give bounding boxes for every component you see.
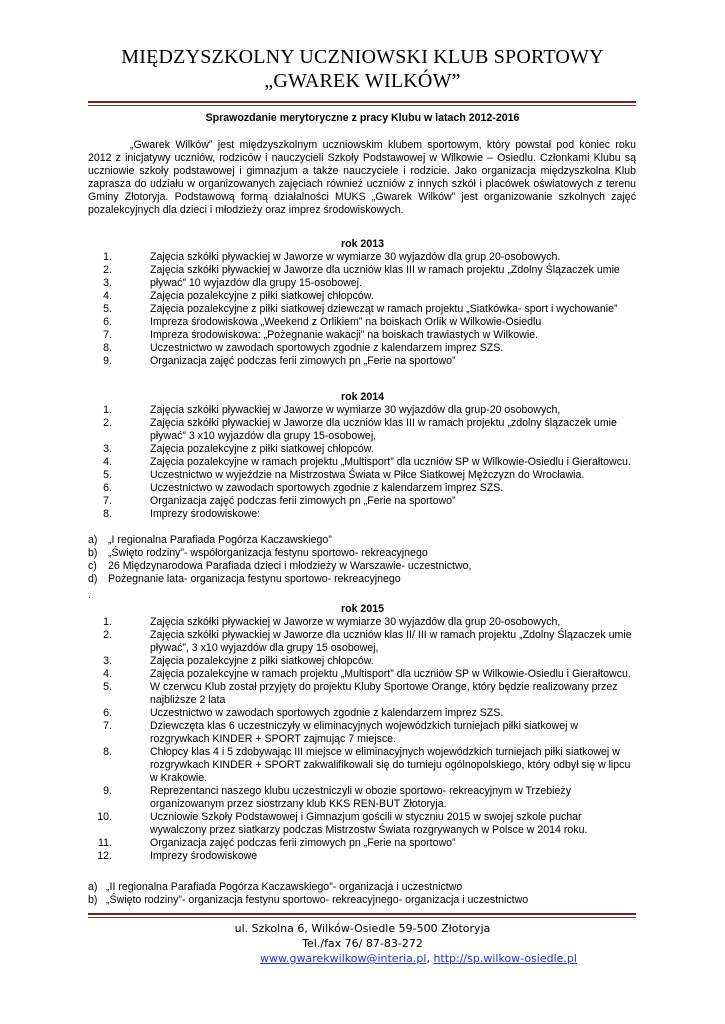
year-2015-heading: rok 2015 xyxy=(341,603,384,615)
list-item: 8. Imprezy środowiskowe: xyxy=(103,508,261,520)
list-item: 10. Uczniowie Szkoły Podstawowej i Gimnazjum gościli w styczniu 2015 w swojej szkole puchar wywalczony przez siatkarzy podczas Mistrzostw Świata rozgrywanych w Polsce w 2014 roku. xyxy=(97,811,588,836)
sub-item: a) „II regionalna Parafiada Pogórza Kaczawskiego”- organizacja i uczestnictwo xyxy=(88,881,463,893)
list-item: 7. Organizacja zajęć podczas ferii zimowych pn „Ferie na sportowo” xyxy=(103,495,456,507)
list-item: 3. pływać” 10 wyjazdów dla grupy 15-osobowej. xyxy=(103,277,362,289)
list-item: 6. Uczestnictwo w zawodach sportowych zgodnie z kalendarzem imprez SZS. xyxy=(103,482,504,494)
list-item: 7. Impreza środowiskowa: „Pożegnanie wakacji” na boiskach trawiastych w Wilkowie. xyxy=(103,329,539,341)
list-item: 2. Zajęcia szkółki pływackiej w Jaworze dla uczniów klas III w ramach projektu „zdolny ślązaczek umie pływać” 3 x10 wyjazdów dla grupy 15-osobowej, xyxy=(103,417,617,442)
intro-paragraph: „Gwarek Wilków” jest międzyszkolnym uczniowskim klubem sportowym, który powstał pod koniec roku 2012 z inicjatywy uczniów, rodziców i nauczycieli Szkoły Podstawowej w Wilkowie – Osiedlu. Członkami Klubu są uczniowie szkoły podstawowej i gimnazjum a także nauczyciele i rodzicie. Jako organizacja międzyszkolna Klub zaprasza do udziału w organizowanych zajęciach również uczniów z innych szkół i placówek oświatowych z terenu Gminy Złotoryja. Podstawową formą działalności MUKS „Gwarek Wilków” jest organizowanie szkolnych zajęć pozalekcyjnych dla dzieci i młodzieży oraz imprez środowiskowych. xyxy=(88,139,636,216)
club-name-line2: „GWAREK WILKÓW” xyxy=(264,70,461,92)
year-2015-subitems xyxy=(88,881,636,907)
sub-item: c) 26 Międzynarodowa Parafiada dzieci i młodzieży w Warszawie- uczestnictwo, xyxy=(88,560,472,572)
footer-phone: Tel./fax 76/ 87-83-272 xyxy=(302,937,423,950)
year-2014-subitems xyxy=(88,534,636,586)
year-2013-list xyxy=(88,251,636,368)
list-item: 5. W czerwcu Klub został przyjęty do projektu Kluby Sportowe Orange, który będzie realizowany przez najbliższe 2 lata xyxy=(103,681,618,706)
footer-address: ul. Szkolna 6, Wilków-Osiedle 59-500 Złotoryja xyxy=(234,922,491,935)
club-name-line1: MIĘDZYSZKOLNY UCZNIOWSKI KLUB SPORTOWY xyxy=(121,46,604,68)
year-2015-list xyxy=(88,616,636,863)
link-separator: , xyxy=(426,952,434,965)
list-item: 1. Zajęcia szkółki pływackiej w Jaworze w wymiarze 30 wyjazdów dla grup 20-osobowych, xyxy=(103,616,561,628)
header-divider-thin xyxy=(88,105,636,106)
list-item: 9. Reprezentanci naszego klubu uczestniczyli w obozie sportowo- rekreacyjnym w Trzebieży organizowanym przez siostrzany klub KKS REN-BUT Złotoryja. xyxy=(103,785,571,810)
list-item: 2. Zajęcia szkółki pływackiej w Jaworze dla uczniów klas II/ III w ramach projektu „Zdolny Ślązaczek umie pływać”, 3 x10 wyjazdów dla grupy 15 osobowej, xyxy=(103,629,632,654)
list-item: 11. Organizacja zajęć podczas ferii zimowych pn „Ferie na sportowo” xyxy=(98,837,456,849)
footer-divider-thin xyxy=(88,917,636,918)
list-item: 5. Zajęcia pozalekcyjne z piłki siatkowej dziewcząt w ramach projektu „Siatkówka- sport i wychowanie” xyxy=(103,303,618,315)
list-item: 7. Dziewczęta klas 6 uczestniczyły w eliminacyjnych wojewódzkich turniejach piłki siatkowej w rozgrywkach KINDER + SPORT zajmując 7 miejsce. xyxy=(103,720,579,745)
header-divider xyxy=(88,101,636,103)
stray-dot: . xyxy=(88,589,91,601)
list-item: 6. Uczestnictwo w zawodach sportowych zgodnie z kalendarzem imprez SZS. xyxy=(103,707,504,719)
year-2014-heading: rok 2014 xyxy=(341,391,384,403)
list-item: 4. Zajęcia pozalekcyjne w ramach projektu „Multisport” dla uczniów SP w Wilkowie-Osiedlu i Gierałtowcu. xyxy=(103,668,631,680)
sub-item: d) Pożegnanie lata- organizacja festynu sportowo- rekreacyjnego xyxy=(88,573,401,585)
footer-links xyxy=(112,952,725,965)
sub-item: b) „Święto rodziny”- współorganizacja festynu sportowo- rekreacyjnego xyxy=(88,547,428,559)
email-link[interactable]: www.gwarekwilkow@interia.pl xyxy=(260,952,427,965)
website-link[interactable]: http://sp.wilkow-osiedle.pl xyxy=(433,952,577,965)
sub-item: a) „I regionalna Parafiada Pogórza Kaczawskiego” xyxy=(88,534,332,546)
list-item: 3. Zajęcia pozalekcyjne z piłki siatkowej chłopców. xyxy=(103,443,374,455)
list-item: 4. Zajęcia pozalekcyjne z piłki siatkowej chłopców. xyxy=(103,290,374,302)
footer-divider xyxy=(88,913,636,915)
list-item: 12. Imprezy środowiskowe xyxy=(97,850,258,862)
year-2014-list xyxy=(88,404,636,521)
list-item: 6. Impreza środowiskowa „Weekend z Orlikiem” na boiskach Orlik w Wilkowie-Osiedlu xyxy=(103,316,542,328)
list-item: 4. Zajęcia pozalekcyjne w ramach projektu „Multisport” dla uczniów SP w Wilkowie-Osiedlu i Gierałtowcu. xyxy=(103,456,631,468)
list-item: 2. Zajęcia szkółki pływackiej w Jaworze dla uczniów klas III w ramach projektu „Zdolny Ślązaczek umie xyxy=(103,264,620,276)
list-item: 8. Uczestnictwo w zawodach sportowych zgodnie z kalendarzem imprez SZS. xyxy=(103,342,504,354)
list-item: 8. Chłopcy klas 4 i 5 zdobywając III miejsce w eliminacyjnych wojewódzkich turniejach piłki siatkowej w rozgrywkach KINDER + SPORT zakwalifikowali się do turnieju ogólnopolskiego, który odbył się w lipcu w Krakowie. xyxy=(103,746,631,784)
list-item: 1. Zajęcia szkółki pływackiej w Jaworze w wymiarze 30 wyjazdów dla grup-20 osobowych, xyxy=(103,404,561,416)
list-item: 9. Organizacja zajęć podczas ferii zimowych pn „Ferie na sportowo” xyxy=(103,355,456,367)
year-2013-heading: rok 2013 xyxy=(341,238,384,250)
list-item: 1. Zajęcia szkółki pływackiej w Jaworze w wymiarze 30 wyjazdów dla grup 20-osobowych. xyxy=(103,251,561,263)
sub-item: b) „Święto rodziny”- organizacja festynu sportowo- rekreacyjnego- organizacja i uczestnictwo xyxy=(88,894,529,906)
list-item: 5. Uczestnictwo w wyjeździe na Mistrzostwa Świata w Piłce Siatkowej Mężczyzn do Wrocławia. xyxy=(103,469,585,481)
list-item: 3. Zajęcia pozalekcyjne z piłki siatkowej chłopców. xyxy=(103,655,374,667)
report-title: Sprawozdanie merytoryczne z pracy Klubu w latach 2012-2016 xyxy=(205,112,520,124)
